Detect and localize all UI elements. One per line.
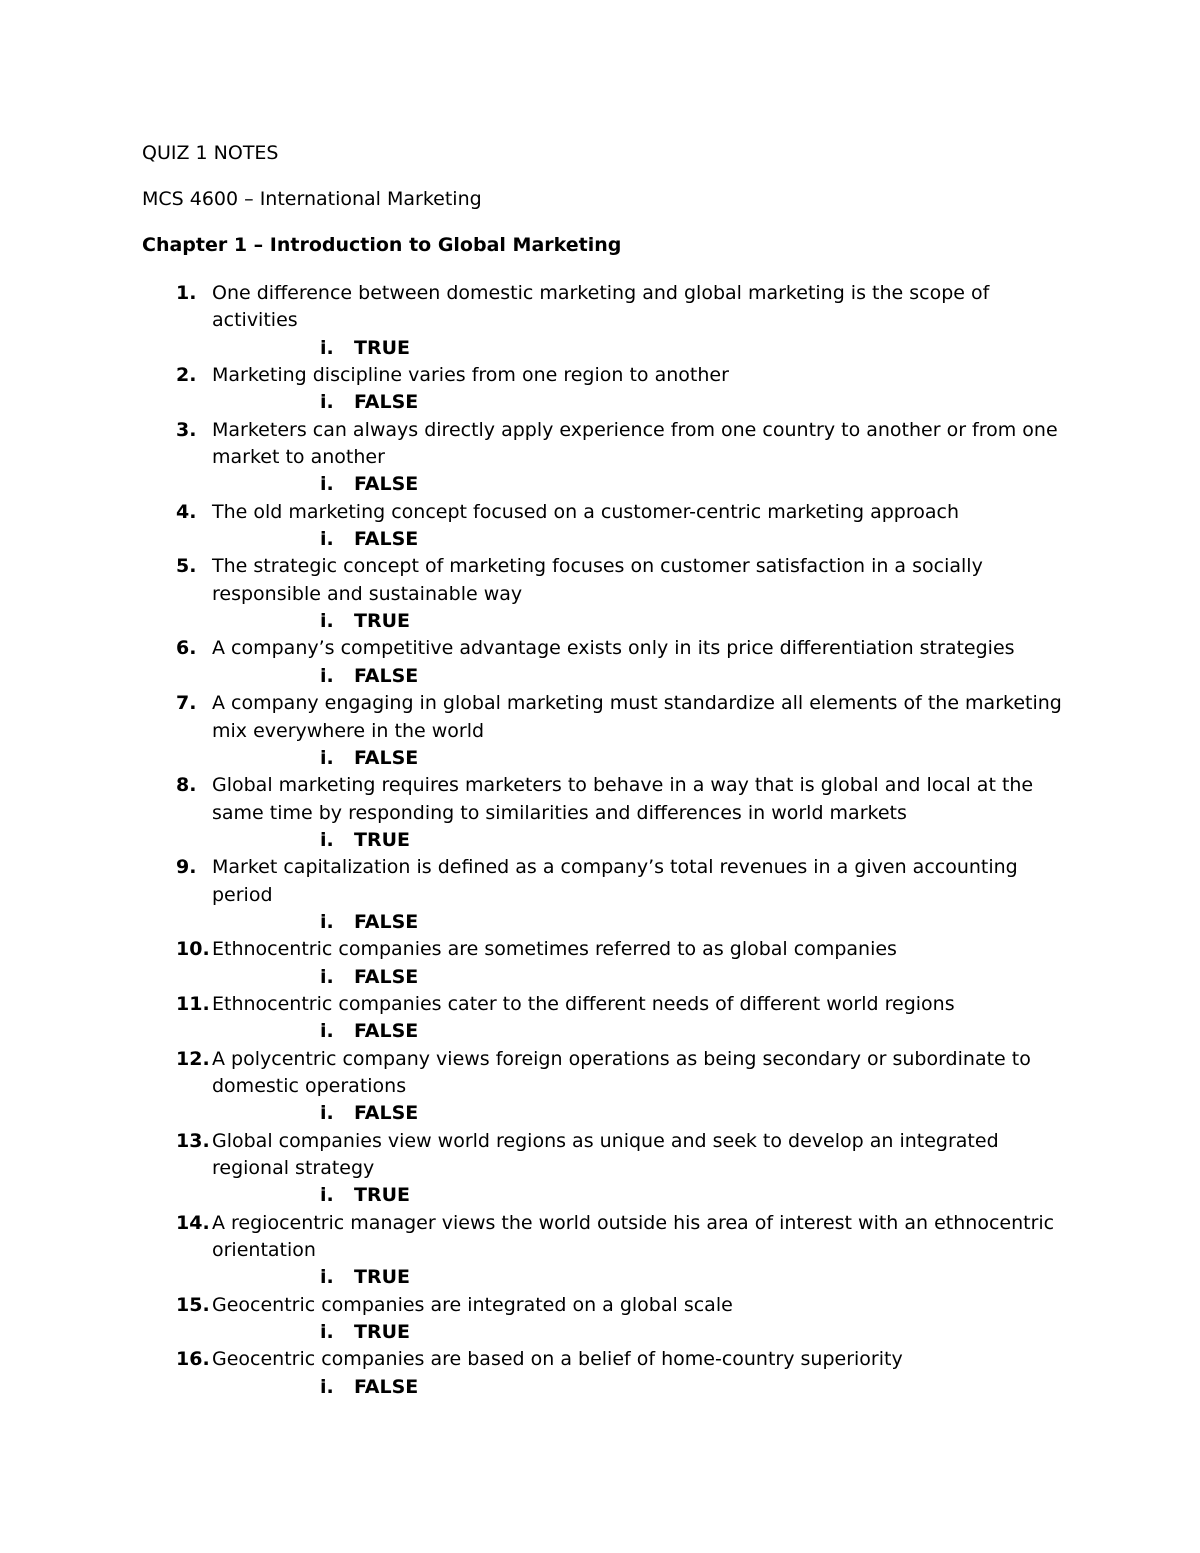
- answer-line: [0, 471, 1072, 498]
- answer-line: [0, 1264, 1072, 1291]
- answer-marker: i.: [320, 1266, 334, 1289]
- answer-marker: i.: [320, 1102, 334, 1125]
- question-number: 11.: [176, 992, 210, 1015]
- question-number: 9.: [176, 856, 197, 879]
- question-text: Global companies view world regions as unique and seek to develop an integrated regional strategy: [212, 1129, 999, 1179]
- question-number: 6.: [176, 637, 197, 660]
- answer-marker: i.: [320, 746, 334, 769]
- course-subtitle: MCS 4600 – International Marketing: [142, 188, 482, 210]
- question-number: 15.: [176, 1293, 210, 1316]
- answer-value: FALSE: [354, 910, 419, 933]
- question-list: [0, 280, 1200, 1401]
- question-item: [0, 690, 1072, 772]
- question-text: A company’s competitive advantage exists only in its price differentiation strategies: [212, 637, 1015, 660]
- question-text: A regiocentric manager views the world outside his area of interest with an ethnocentric orientation: [212, 1211, 1055, 1262]
- answer-line: [0, 526, 1072, 553]
- question-item: [0, 1346, 1072, 1401]
- question-item: [0, 362, 1072, 417]
- question-number: 1.: [176, 282, 197, 304]
- answer-line: [0, 1374, 1072, 1401]
- question-number: 12.: [176, 1047, 210, 1070]
- answer-line: [0, 335, 1072, 362]
- answer-line: [0, 964, 1072, 991]
- question-number: 8.: [176, 774, 197, 797]
- question-item: [0, 1128, 1072, 1210]
- answer-value: TRUE: [354, 828, 410, 851]
- question-item: [0, 499, 1072, 554]
- document-title: QUIZ 1 NOTES: [142, 142, 279, 164]
- answer-value: FALSE: [354, 528, 419, 551]
- question-text: Marketing discipline varies from one region to another: [212, 364, 729, 387]
- answer-marker: i.: [320, 1375, 334, 1398]
- question-item: [0, 280, 1072, 362]
- question-item: [0, 991, 1072, 1046]
- answer-value: FALSE: [354, 1375, 419, 1398]
- question-text: Geocentric companies are integrated on a global scale: [212, 1293, 733, 1316]
- answer-value: FALSE: [354, 473, 419, 496]
- answer-value: FALSE: [354, 391, 419, 414]
- answer-marker: i.: [320, 965, 334, 988]
- answer-value: TRUE: [354, 610, 410, 633]
- question-item: [0, 635, 1072, 690]
- question-text: A company engaging in global marketing must standardize all elements of the marketing mix everywhere in the world: [212, 692, 1062, 742]
- answer-value: TRUE: [354, 1321, 410, 1344]
- question-item: [0, 772, 1072, 854]
- question-text: A polycentric company views foreign operations as being secondary or subordinate to domestic operations: [212, 1047, 1031, 1097]
- answer-value: TRUE: [354, 336, 410, 359]
- question-number: 10.: [176, 938, 210, 961]
- answer-marker: i.: [320, 1321, 334, 1344]
- question-number: 2.: [176, 364, 197, 387]
- answer-line: [0, 608, 1072, 635]
- question-text: Marketers can always directly apply experience from one country to another or from one market to another: [212, 418, 1058, 469]
- question-item: [0, 854, 1072, 936]
- answer-line: [0, 1319, 1072, 1346]
- question-text: One difference between domestic marketing and global marketing is the scope of activities: [212, 282, 990, 332]
- question-text: The old marketing concept focused on a customer-centric marketing approach: [212, 500, 959, 523]
- question-text: Market capitalization is defined as a company’s total revenues in a given accounting period: [212, 856, 1018, 906]
- answer-value: FALSE: [354, 746, 419, 769]
- answer-value: FALSE: [354, 1102, 419, 1125]
- question-text: Ethnocentric companies are sometimes referred to as global companies: [212, 938, 897, 961]
- answer-marker: i.: [320, 336, 334, 359]
- question-text: Geocentric companies are based on a belief of home-country superiority: [212, 1348, 903, 1371]
- answer-value: TRUE: [354, 1266, 410, 1289]
- answer-value: FALSE: [354, 664, 419, 687]
- answer-marker: i.: [320, 391, 334, 414]
- answer-value: FALSE: [354, 965, 419, 988]
- answer-marker: i.: [320, 473, 334, 496]
- question-text: Ethnocentric companies cater to the different needs of different world regions: [212, 992, 955, 1015]
- question-item: [0, 936, 1072, 991]
- answer-marker: i.: [320, 1020, 334, 1043]
- question-number: 14.: [176, 1211, 210, 1234]
- answer-line: [0, 827, 1072, 854]
- answer-value: TRUE: [354, 1184, 410, 1207]
- answer-line: [0, 745, 1072, 772]
- answer-line: [0, 1100, 1072, 1127]
- question-text: The strategic concept of marketing focuses on customer satisfaction in a socially responsible and sustainable way: [212, 555, 983, 605]
- question-number: 7.: [176, 692, 197, 715]
- question-item: [0, 553, 1072, 635]
- question-item: [0, 1210, 1072, 1292]
- question-item: [0, 1292, 1072, 1347]
- question-number: 4.: [176, 500, 197, 523]
- answer-line: [0, 389, 1072, 416]
- answer-line: [0, 663, 1072, 690]
- answer-marker: i.: [320, 610, 334, 633]
- question-item: [0, 417, 1072, 499]
- question-number: 13.: [176, 1129, 210, 1152]
- chapter-heading: Chapter 1 – Introduction to Global Marketing: [142, 234, 622, 256]
- question-number: 16.: [176, 1348, 210, 1371]
- answer-line: [0, 1018, 1072, 1045]
- question-number: 5.: [176, 555, 197, 578]
- answer-marker: i.: [320, 910, 334, 933]
- answer-marker: i.: [320, 1184, 334, 1207]
- answer-marker: i.: [320, 664, 334, 687]
- answer-value: FALSE: [354, 1020, 419, 1043]
- answer-marker: i.: [320, 828, 334, 851]
- answer-marker: i.: [320, 528, 334, 551]
- question-text: Global marketing requires marketers to behave in a way that is global and local at the same time by responding to similarities and differences in world markets: [212, 774, 1034, 824]
- question-item: [0, 1046, 1072, 1128]
- question-number: 3.: [176, 418, 197, 441]
- answer-line: [0, 909, 1072, 936]
- answer-line: [0, 1182, 1072, 1209]
